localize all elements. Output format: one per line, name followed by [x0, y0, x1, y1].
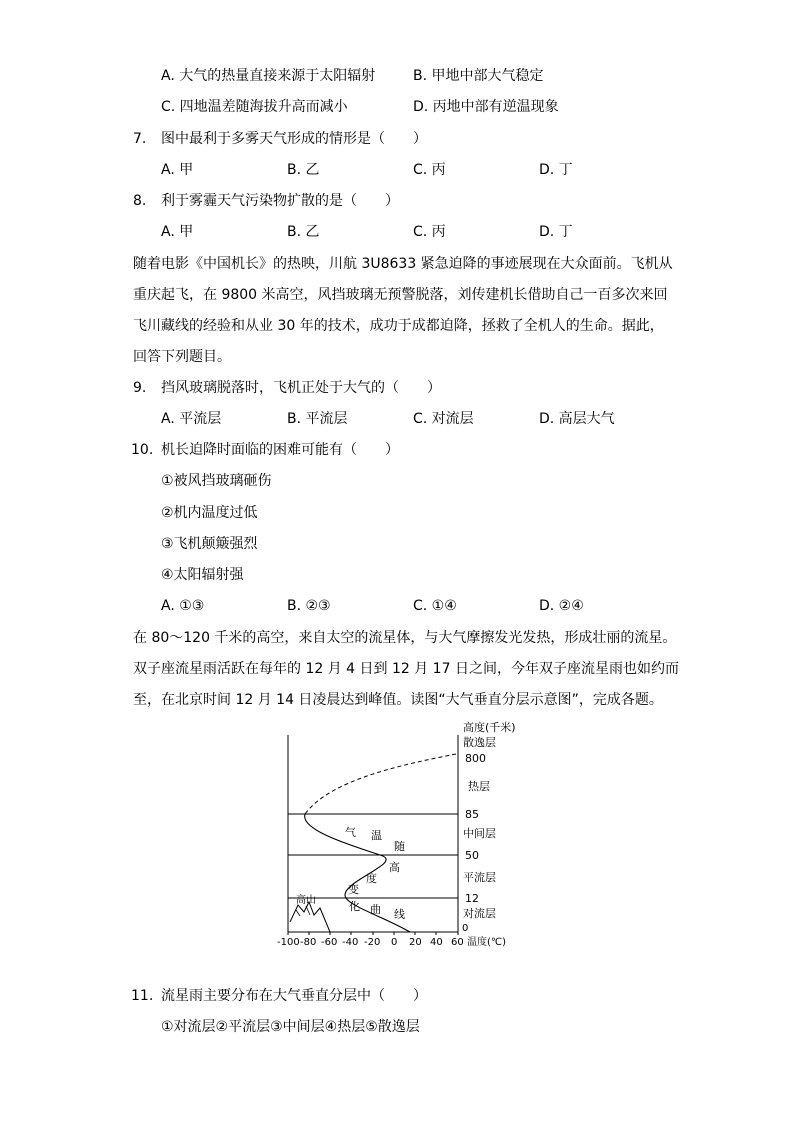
q10-option-d: D. ②④ — [539, 598, 584, 614]
q10-item-2: ②机内温度过低 — [161, 505, 258, 521]
q6-option-d: D. 丙地中部有逆温现象 — [413, 99, 559, 115]
curve-label-char: 气 — [345, 826, 356, 839]
passage1-line-4: 回答下列题目。 — [133, 349, 231, 365]
layer-thermosphere: 热层 — [468, 780, 490, 793]
y-axis-title: 高度(千米) — [463, 721, 516, 734]
curve-label-char: 线 — [394, 908, 405, 921]
layer-exosphere: 散逸层 — [463, 736, 496, 749]
q7-option-d: D. 丁 — [539, 162, 573, 178]
q10-item-1: ①被风挡玻璃砸伤 — [161, 473, 272, 489]
q7-option-c: C. 丙 — [413, 162, 446, 178]
q8-stem: 利于雾霾天气污染物扩散的是（ ） — [161, 193, 399, 209]
q9-option-b: B. 平流层 — [287, 411, 348, 427]
height-tick-0: 0 — [462, 923, 469, 934]
x-tick-label: -20 — [364, 937, 381, 948]
q10-option-c: C. ①④ — [413, 598, 457, 614]
curve-label-char: 高 — [389, 861, 400, 874]
q7-number: 7. — [133, 131, 147, 147]
x-axis-title: 温度(℃) — [467, 937, 507, 948]
atmosphere-layers-diagram — [270, 712, 530, 952]
q10-item-4: ④太阳辐射强 — [161, 567, 244, 583]
x-tick-label: -80 — [300, 937, 317, 948]
x-tick-label: 60 — [451, 937, 464, 948]
curve-label-char: 化 — [349, 900, 360, 913]
passage1-line-2: 重庆起飞，在 9800 米高空，风挡玻璃无预警脱落，刘传建机长借助自己一百多次来回 — [133, 287, 668, 303]
q9-option-d: D. 高层大气 — [539, 411, 615, 427]
q9-stem: 挡风玻璃脱落时，飞机正处于大气的（ ） — [161, 380, 441, 396]
q8-option-c: C. 丙 — [413, 224, 446, 240]
height-tick-50: 50 — [465, 849, 479, 862]
q7-option-b: B. 乙 — [287, 162, 320, 178]
height-tick-12: 12 — [465, 892, 479, 905]
q8-option-b: B. 乙 — [287, 224, 320, 240]
q6-option-b: B. 甲地中部大气稳定 — [413, 68, 544, 84]
curve-label-char: 随 — [394, 840, 405, 853]
x-tick-label: -60 — [321, 937, 338, 948]
q10-item-3: ③飞机颠簸强烈 — [161, 536, 258, 552]
q8-number: 8. — [133, 193, 147, 209]
passage2-line-2: 双子座流星雨活跃在每年的 12 月 4 日到 12 月 17 日之间，今年双子座流星雨也如约而 — [133, 661, 679, 677]
curve-label-char: 温 — [371, 829, 382, 842]
passage2-line-1: 在 80～120 千米的高空，来自太空的流星体，与大气摩擦发光发热，形成壮丽的流星。 — [133, 630, 677, 646]
curve-label-char: 度 — [366, 872, 377, 885]
q7-stem: 图中最利于多雾天气形成的情形是（ ） — [161, 131, 427, 147]
layer-mesosphere: 中间层 — [463, 827, 496, 840]
q10-stem: 机长迫降时面临的困难可能有（ ） — [161, 442, 399, 458]
x-tick-label: 0 — [391, 937, 398, 948]
curve-label-char: 变 — [348, 883, 359, 896]
mountain-label: 高山 — [296, 895, 316, 906]
height-tick-800: 800 — [465, 752, 486, 765]
x-tick-label: 20 — [409, 937, 422, 948]
q11-stem: 流星雨主要分布在大气垂直分层中（ ） — [161, 988, 427, 1004]
q7-option-a: A. 甲 — [161, 162, 194, 178]
q8-option-d: D. 丁 — [539, 224, 573, 240]
passage1-line-1: 随着电影《中国机长》的热映，川航 3U8633 紧急迫降的事迹展现在大众面前。飞机从 — [133, 256, 673, 272]
x-tick-label: 40 — [430, 937, 443, 948]
layer-troposphere: 对流层 — [463, 907, 496, 920]
q8-option-a: A. 甲 — [161, 224, 194, 240]
q10-option-b: B. ②③ — [287, 598, 331, 614]
passage1-line-3: 飞川藏线的经验和从业 30 年的技术，成功于成都迫降，拯救了全机人的生命。据此， — [133, 318, 664, 334]
q10-option-a: A. ①③ — [161, 598, 205, 614]
q9-option-c: C. 对流层 — [413, 411, 474, 427]
q10-number: 10. — [131, 442, 154, 458]
q11-number: 11. — [131, 988, 154, 1004]
q9-option-a: A. 平流层 — [161, 411, 222, 427]
curve-label-char: 曲 — [370, 903, 381, 916]
q6-option-a: A. 大气的热量直接来源于太阳辐射 — [161, 68, 376, 84]
temperature-curve-dashed — [305, 754, 456, 814]
x-tick-label: -100 — [277, 937, 300, 948]
q9-number: 9. — [133, 380, 147, 396]
q11-items: ①对流层②平流层③中间层④热层⑤散逸层 — [161, 1019, 420, 1035]
height-tick-85: 85 — [465, 808, 479, 821]
layer-stratosphere: 平流层 — [463, 871, 496, 884]
q6-option-c: C. 四地温差随海拔升高而减小 — [161, 99, 348, 115]
mountain-icon — [290, 902, 330, 932]
passage2-line-3: 至，在北京时间 12 月 14 日凌晨达到峰值。读图“大气垂直分层示意图”，完成各题。 — [133, 692, 663, 708]
x-tick-label: -40 — [342, 937, 359, 948]
